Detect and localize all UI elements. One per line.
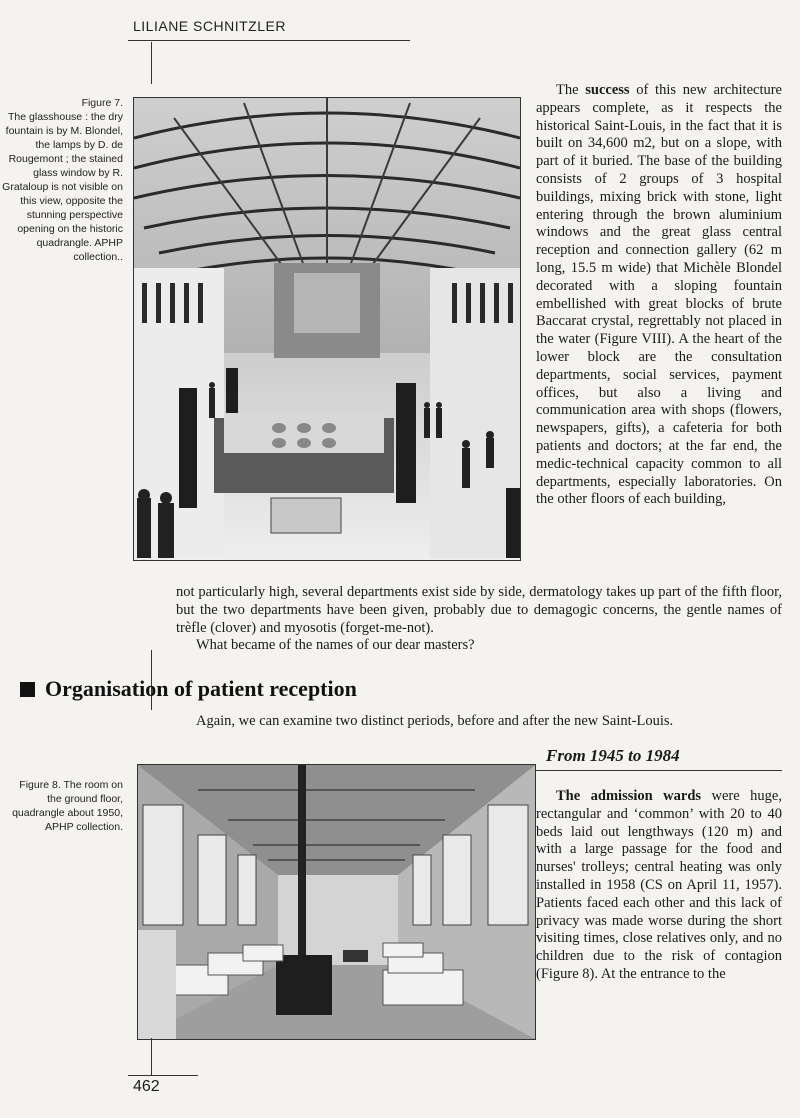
figure-8-caption-text: Figure 8. The room on the ground floor, quadrangle about 1950, APHP collection. bbox=[12, 779, 123, 833]
figure-8-photo bbox=[137, 764, 536, 1040]
figure-8-caption bbox=[2, 778, 123, 834]
page-number: 462 bbox=[133, 1078, 160, 1095]
ward-room-image bbox=[138, 765, 535, 1039]
paragraph-success bbox=[536, 82, 782, 509]
subsection-title: From 1945 to 1984 bbox=[546, 746, 680, 765]
section-heading bbox=[20, 676, 357, 702]
subsection-rule bbox=[536, 770, 782, 771]
para1-lead: The bbox=[556, 82, 586, 98]
para3-rest: were huge, rectangular and ‘common’ with 20 to 40 beds laid out lengthways (120 m) and with a large passage for the food and nurses' trolleys; central heating was only installed in 1958 (CS on April 11, 1957). Patients faced each other and this lack of privacy was made worse during the short visiting times, close relatives only, and no children due to the risk of contagion (Figure 8). At the entrance to the bbox=[536, 788, 782, 982]
glasshouse-image bbox=[134, 98, 520, 560]
intro-text: Again, we can examine two distinct periods, before and after the new Saint-Louis. bbox=[196, 713, 674, 729]
header-author: LILIANE SCHNITZLER bbox=[133, 18, 286, 34]
para3-bold: The admission wards bbox=[556, 788, 702, 804]
figure-7-caption-text: The glasshouse : the dry fountain is by M. Blondel, the lamps by D. de Rougemont ; the stained glass window by R. Grataloup is not visible on this view, opposite the stunning perspective opening on the historic quadrangle. APHP collection.. bbox=[2, 111, 123, 263]
paragraph-continued bbox=[176, 584, 782, 655]
paragraph-admission-wards bbox=[536, 788, 782, 984]
section-title: Organisation of patient reception bbox=[45, 676, 357, 701]
margin-rule-top bbox=[151, 42, 152, 84]
para1-continued: not particularly high, several departments exist side by side, dermatology takes up part of the fifth floor, but the two departments have been given, probably due to demagogic concerns, the gentle names of trèfle (clover) and myosotis (forget-me-not). bbox=[176, 584, 782, 636]
para1-bold: success bbox=[585, 82, 630, 98]
section-square-icon bbox=[20, 682, 35, 697]
figure-7-caption bbox=[2, 96, 123, 264]
page-number-rule bbox=[128, 1075, 198, 1076]
para2-question: What became of the names of our dear masters? bbox=[196, 637, 475, 654]
section-intro bbox=[176, 713, 776, 731]
para1-rest: of this new architecture appears complete, as it respects the historical Saint-Louis, in the fact that it is built on 34,600 m2, but on a slope, with part of it buried. The base of the building consists of 2 groups of 3 hospital buildings, mixing brick with stone, light entering through the brown aluminium windows and the great glass central reception and connection gallery (62 m long, 15.5 m wide) that Michèle Blondel decorated with a sloping fountain embellished with great blocks of brute Baccarat crystal, regrettably not placed in the water (Figure VIII). A the heart of the lower block are the consultation departments, social services, payment offices, but also a living and communication area with shops (flowers, newspapers, gifts), a cafeteria for both patients and doctors; at the far end, the medic-technical capacity common to all departments, especially laboratories. On the other floors of each building, bbox=[536, 82, 782, 508]
margin-rule-bottom bbox=[151, 1038, 152, 1076]
figure-7-photo bbox=[133, 97, 521, 561]
figure-7-caption-title: Figure 7. bbox=[81, 97, 123, 109]
header-rule bbox=[128, 40, 410, 41]
